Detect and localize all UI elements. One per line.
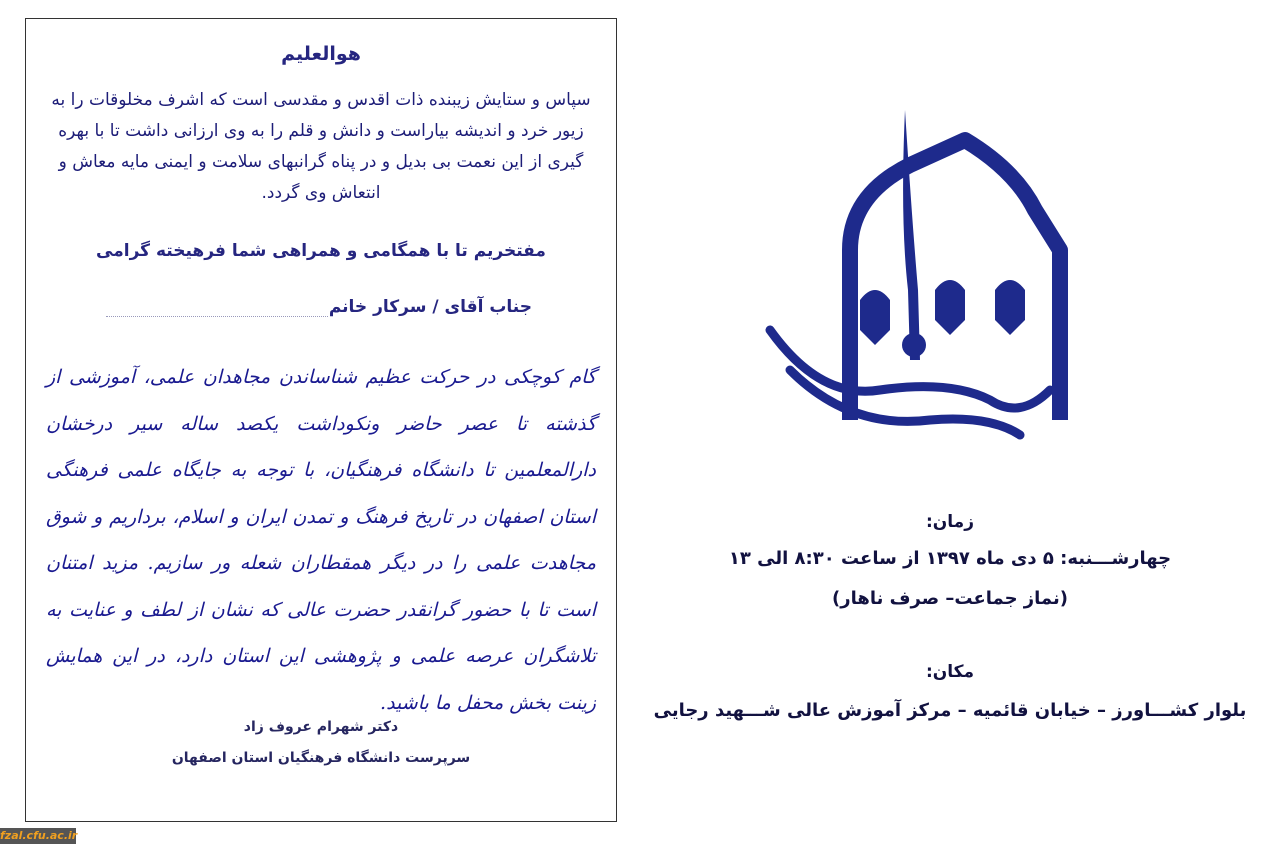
honor-line: مفتخریم تا با همگامی و همراهی شما فرهیخته گرامی (96, 241, 546, 261)
time-value: چهارشـــنبه: ۵ دی ماه ۱۳۹۷ از ساعت ۸:۳۰ الی ۱۳ (728, 548, 1172, 569)
logo-graphic (760, 100, 1090, 450)
centennial-logo (760, 100, 1090, 450)
intro-paragraph: سپاس و ستایش زیبنده ذات اقدس و مقدسی است که اشرف مخلوقات را به زیور خرد و اندیشه بیاراست و دانش و قلم را به وی ارزانی داشت تا با بهره گیری از این نعمت بی بدیل و در پناه گرانبهای سلامت و ایمنی مایه معاش و انتعاش وی گردد. (51, 90, 591, 203)
invitation-card (25, 18, 617, 822)
place-label: مکان: (925, 662, 975, 682)
signer-title: سرپرست دانشگاه فرهنگیان استان اصفهان (171, 750, 471, 766)
time-note: (نماز جماعت– صرف ناهار) (832, 588, 1068, 609)
time-label: زمان: (925, 512, 974, 532)
invitation-title: هوالعلیم (281, 43, 361, 65)
address-line: جناب آقای / سرکار خانم (328, 297, 532, 317)
watermark: fzal.cfu.ac.ir (0, 829, 78, 842)
place-value: بلوار کشـــاورز – خیابان قائمیه – مرکز آموزش عالی شـــهید رجایی (653, 700, 1247, 721)
signer-name: دکتر شهرام عروف زاد (243, 719, 399, 735)
name-blank-line (106, 316, 328, 317)
body-paragraph: گام کوچکی در حرکت عظیم شناساندن مجاهدان علمی، آموزشی از گذشته تا عصر حاضر ونکوداشت یکصد ساله سیر درخشان دارالمعلمین تا دانشگاه فرهنگیان، با توجه به جایگاه علمی فرهنگی استان اصفهان در تاریخ فرهنگ و تمدن ایران و اسلام، برداریم و شوق مجاهدت علمی را در دیگر همقطاران شعله ور سازیم. مزید امتنان است تا با حضور گرانقدر حضرت عالی که نشان از لطف و عنایت به تلاشگران عرصه علمی و پژوهشی این استان دارد، در این همایش زینت بخش محفل ما باشید. (46, 366, 596, 714)
